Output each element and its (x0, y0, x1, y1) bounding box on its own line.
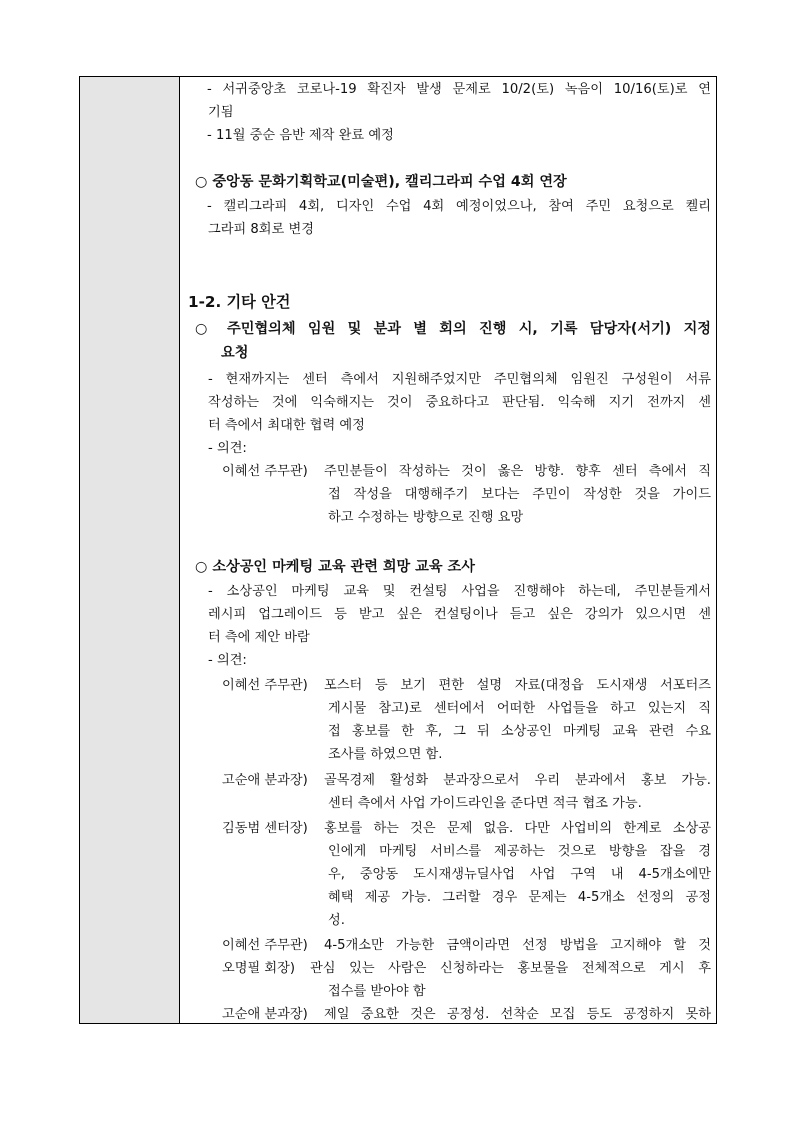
speaker-text: 주민분들이 작성하는 것이 옳은 방향. 향후 센터 측에서 직 (324, 464, 711, 479)
item-art-line-2: 그라피 8회로 변경 (208, 222, 314, 237)
speaker-text: 혜택 제공 가능. 그러할 경우 문제는 4-5개소 선정의 공정 (328, 890, 711, 905)
item-survey-body-3: 터 측에 제안 바람 (208, 630, 310, 645)
minutes-content (181, 76, 717, 1024)
speaker-text: 관심 있는 사람은 신청하라는 홍보물을 전체적으로 게시 후 (310, 961, 711, 976)
speaker-text: 접 작성을 대행해주기 보다는 주민이 작성한 것을 가이드 (328, 487, 711, 502)
item-survey-body-2: 레시피 업그레이드 등 받고 싶은 컨설팅이나 듣고 싶은 강의가 있으시면 센 (208, 607, 711, 622)
item-survey-opinion-label: - 의견: (208, 653, 247, 668)
prev-line-1: - 서귀중앙초 코로나-19 확진자 발생 문제로 10/2(토) 녹음이 10/16(토)로 연 (207, 82, 711, 97)
speaker-label: 고순애 분과장) (222, 1007, 308, 1022)
prev-line-2: 기됨 (208, 105, 234, 120)
speaker-label: 이혜선 주무관) (222, 678, 308, 693)
speaker-label: 고순애 분과장) (222, 773, 308, 788)
speaker-text: 인에게 마케팅 서비스를 제공하는 것으로 방향을 잡을 경 (328, 844, 711, 859)
item-survey-title: ○ 소상공인 마케팅 교육 관련 희망 교육 조사 (195, 559, 475, 575)
speaker-text: 제일 중요한 것은 공정성. 선착순 모집 등도 공정하지 못하 (324, 1007, 711, 1022)
speaker-label: 이혜선 주무관) (222, 464, 308, 479)
speaker-text: 센터 측에서 사업 가이드라인을 준다면 적극 협조 가능. (328, 796, 642, 811)
speaker-text: 접 홍보를 한 후, 그 뒤 소상공인 마케팅 교육 관련 수요 (328, 724, 711, 739)
speaker-text: 하고 수정하는 방향으로 진행 요망 (328, 510, 524, 525)
section-title: 1-2. 기타 안건 (188, 293, 291, 311)
item-record-body-3: 터 측에서 최대한 협력 예정 (208, 418, 365, 433)
item-record-body-1: - 현재까지는 센터 측에서 지원해주었지만 주민협의체 임원진 구성원이 서류 (208, 372, 711, 387)
speaker-text: 게시물 참고)로 센터에서 어떠한 사업들을 하고 있는지 직 (328, 701, 711, 716)
speaker-text: 접수를 받아야 함 (328, 984, 426, 999)
speaker-text: 성. (328, 913, 345, 928)
item-art-title: ○ 중앙동 문화기획학교(미술편), 캘리그라피 수업 4회 연장 (195, 174, 567, 190)
item-record-title-2: 요청 (221, 345, 249, 361)
item-survey-body-1: - 소상공인 마케팅 교육 및 컨설팅 사업을 진행해야 하는데, 주민분들게서 (208, 584, 711, 599)
prev-line-3: - 11월 중순 음반 제작 완료 예정 (207, 128, 394, 143)
speaker-text: 우, 중앙동 도시재생뉴딜사업 사업 구역 내 4-5개소에만 (328, 867, 711, 882)
speaker-text: 포스터 등 보기 편한 설명 자료(대정읍 도시재생 서포터즈 (324, 678, 711, 693)
speaker-label: 이혜선 주무관) (222, 938, 308, 953)
speaker-text: 홍보를 하는 것은 문제 없음. 다만 사업비의 한계로 소상공 (324, 821, 711, 836)
item-record-body-2: 작성하는 것에 익숙해지는 것이 중요하다고 판단됨. 익숙해 지기 전까지 센 (208, 395, 711, 410)
speaker-text: 4-5개소만 가능한 금액이라면 선정 방법을 고지해야 할 것 (324, 938, 711, 953)
item-art-line-1: - 캘리그라피 4회, 디자인 수업 4회 예정이었으나, 참여 주민 요청으로 켈리 (207, 199, 711, 214)
speaker-label: 오명필 회장) (222, 961, 296, 976)
speaker-text: 골목경제 활성화 분과장으로서 우리 분과에서 홍보 가능. (324, 773, 711, 788)
speaker-label: 김동범 센터장) (222, 821, 308, 836)
speaker-text: 조사를 하였으면 함. (328, 747, 443, 762)
item-record-title-1: ○ 주민협의체 임원 및 분과 별 회의 진행 시, 기록 담당자(서기) 지정 (195, 321, 711, 337)
item-record-opinion-label: - 의견: (208, 441, 247, 456)
